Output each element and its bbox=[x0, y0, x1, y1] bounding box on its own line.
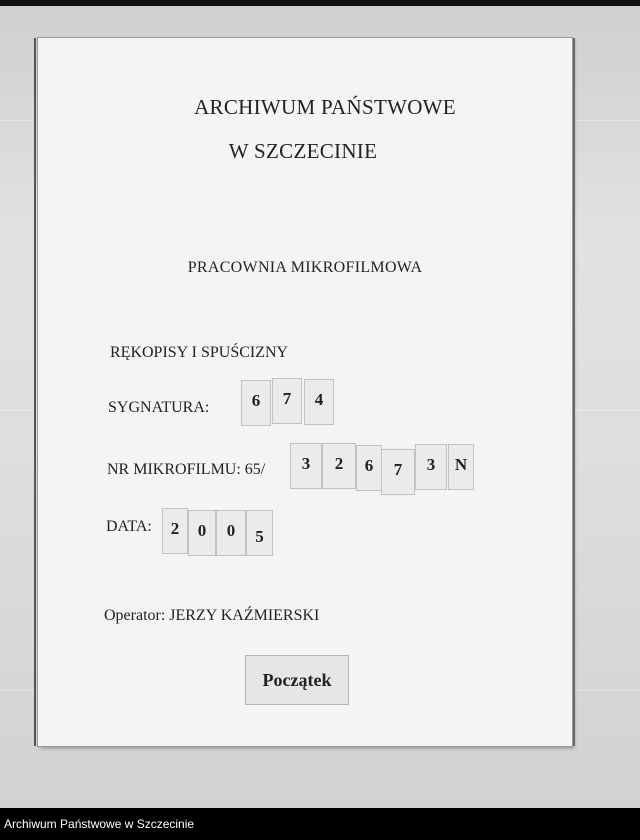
department-title: PRACOWNIA MIKROFILMOWA bbox=[187, 259, 423, 276]
operator-line: Operator: JERZY KAŹMIERSKI bbox=[104, 607, 320, 624]
signature-digit: 6 bbox=[241, 380, 271, 426]
institution-line-2: W SZCZECINIE bbox=[228, 139, 378, 163]
date-digit: 2 bbox=[162, 508, 188, 554]
archive-caption: Archiwum Państwowe w Szczecinie bbox=[4, 817, 195, 831]
collection-name: RĘKOPISY I SPUŚCIZNY bbox=[110, 344, 289, 361]
date-label: DATA: bbox=[106, 518, 152, 535]
microfilm-char: 3 bbox=[415, 444, 447, 490]
title-card bbox=[38, 38, 572, 746]
film-edge bbox=[0, 0, 640, 6]
microfilm-char: 2 bbox=[322, 443, 356, 489]
institution-line-1: ARCHIWUM PAŃSTWOWE bbox=[194, 95, 456, 119]
date-digit: 5 bbox=[246, 510, 273, 556]
signature-digit: 7 bbox=[272, 378, 302, 424]
date-digit: 0 bbox=[216, 510, 246, 556]
signature-digit: 4 bbox=[304, 379, 334, 425]
microfilm-char: 7 bbox=[381, 449, 415, 495]
card-right-edge bbox=[573, 38, 575, 746]
microfilm-char: 3 bbox=[290, 443, 322, 489]
archive-caption-bar bbox=[0, 808, 640, 840]
signature-label: SYGNATURA: bbox=[108, 399, 210, 416]
microfilm-char: N bbox=[448, 444, 474, 490]
microfilm-char: 6 bbox=[356, 445, 382, 491]
start-stamp: Początek bbox=[245, 655, 349, 705]
date-digit: 0 bbox=[188, 510, 216, 556]
microfilm-label: NR MIKROFILMU: 65/ bbox=[107, 461, 266, 478]
